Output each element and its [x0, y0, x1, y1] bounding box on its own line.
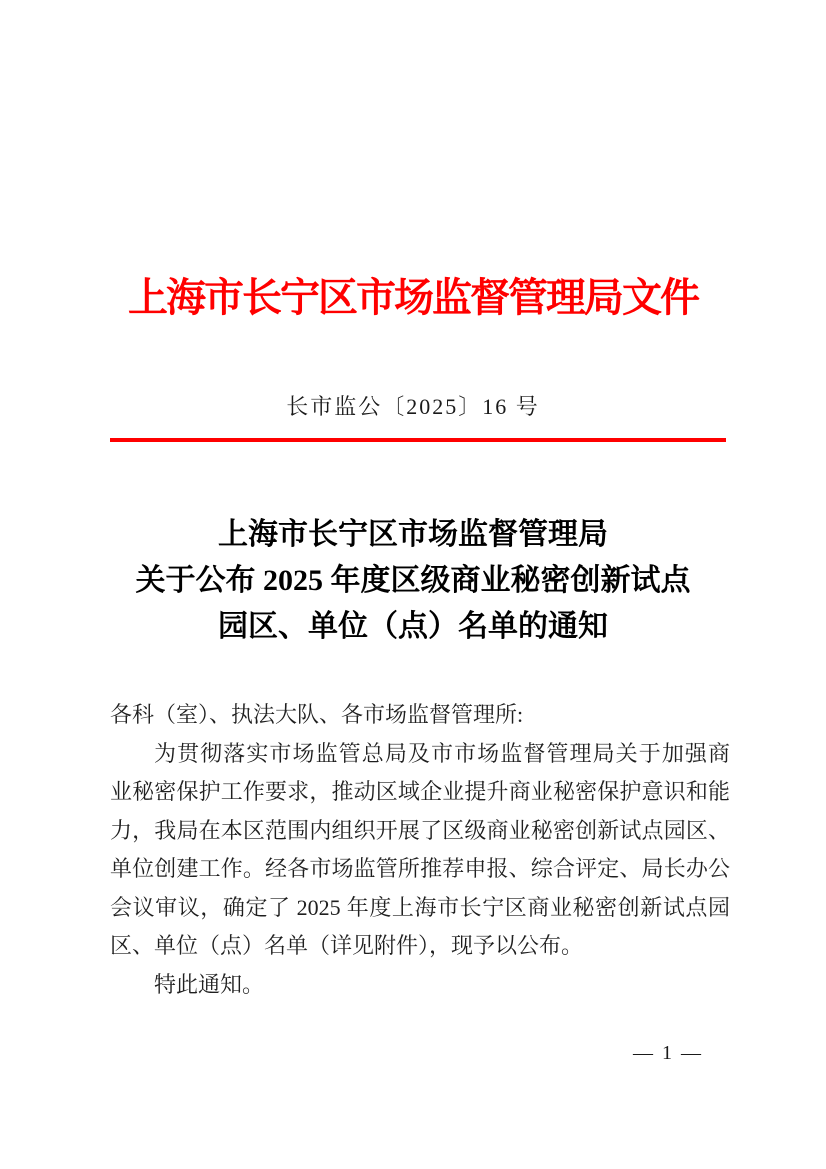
body-line: 业秘密保护工作要求，推动区域企业提升商业秘密保护意识和能	[110, 779, 730, 804]
document-number: 长市监公〔2025〕16 号	[286, 394, 540, 419]
salutation-line: 各科（室）、执法大队、各市场监督管理所:	[110, 702, 524, 727]
document-title	[0, 512, 826, 650]
body-line: 区、单位（点）名单（详见附件），现予以公布。	[110, 933, 584, 958]
red-divider-line	[110, 438, 726, 442]
agency-title: 上海市长宁区市场监督管理局文件	[128, 275, 698, 320]
document-title-line: 园区、单位（点）名单的通知	[218, 610, 608, 643]
body-line: 为贯彻落实市场监管总局及市市场监督管理局关于加强商	[154, 740, 730, 766]
closing-line: 特此通知。	[154, 971, 265, 997]
page-number: — 1 —	[633, 1042, 703, 1064]
body-line: 力，我局在本区范围内组织开展了区级商业秘密创新试点园区、	[110, 817, 730, 843]
document-title-line: 上海市长宁区市场监督管理局	[218, 518, 608, 551]
body-line: 会议审议，确定了 2025 年度上海市长宁区商业秘密创新试点园	[110, 894, 730, 920]
document-body	[110, 696, 730, 1004]
document-title-line: 关于公布 2025 年度区级商业秘密创新试点	[135, 564, 691, 597]
body-line: 单位创建工作。经各市场监管所推荐申报、综合评定、局长办公	[110, 856, 730, 881]
